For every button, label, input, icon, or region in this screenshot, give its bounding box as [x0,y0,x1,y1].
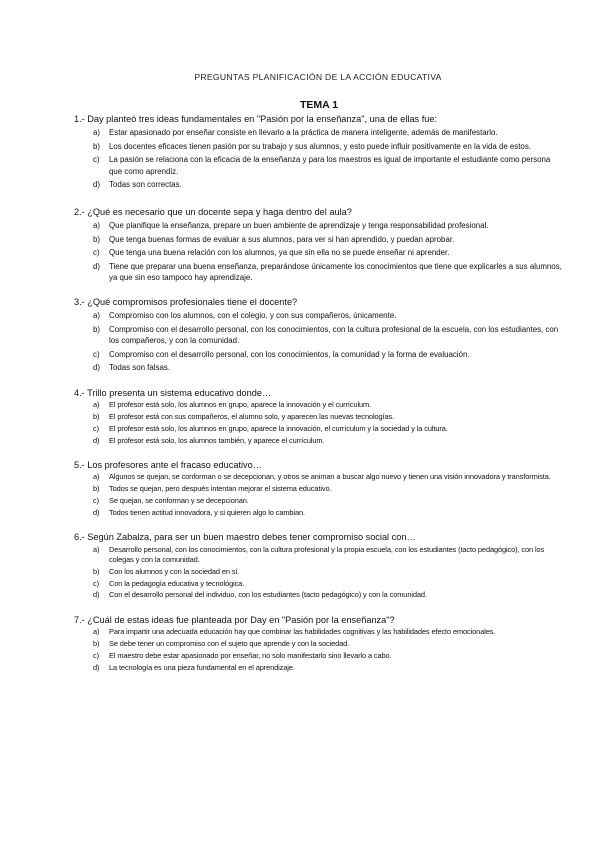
option-text: Desarrollo personal, con los conocimientos, con la cultura profesional y la propia escuela, con los estudiantes (tacto pedagógico), con los colegas y con la comunidad. [109,544,545,565]
option-d [74,362,564,374]
option-text: Estar apasionado por enseñar consiste en llevarlo a la práctica de manera inteligente, además de manifestarlo. [109,128,498,137]
option-text: Todas son falsas. [109,363,170,373]
option-text: Que tenga buenas formas de evaluar a sus alumnos, para ver si han aprendido, y puedan aprobar. [109,234,455,244]
option-list [74,400,564,446]
question-4 [74,387,564,446]
option-text: Con los alumnos y con la sociedad en sí. [109,566,240,576]
option-list [74,310,564,374]
option-letter: c) [93,496,99,506]
option-c [74,349,564,361]
option-letter: c) [93,248,100,258]
option-a [74,545,564,566]
question-text: 4.- Trillo presenta un sistema educativo donde… [74,387,272,398]
option-letter: c) [93,650,99,660]
option-letter: a) [93,310,101,320]
option-text: Que planifique la enseñanza, prepare un buen ambiente de aprendizaje y tenga responsabilidad profesional. [109,220,489,230]
option-a [74,220,564,232]
option-d [74,436,564,446]
question-1 [74,113,564,191]
option-c [74,651,564,661]
option-d [74,179,564,191]
question-list [74,113,564,673]
option-text: La pasión se relaciona con la eficacia de la enseñanza y para los maestros es igual de importante el estudiante como persona que como aprendiz. [109,155,551,176]
option-text: El profesor está solo, los alumnos en grupo, aparece la innovación, el currículum y la sociedad y la cultura. [109,423,448,433]
option-d [74,590,564,600]
question-text: 3.- ¿Qué compromisos profesionales tiene el docente? [74,296,298,307]
option-text: Los docentes eficaces tienen pasión por su trabajo y sus alumnos, y esto puede influir positivamente en la vida de estos. [109,141,531,151]
option-letter: d) [93,363,101,373]
document-title: PREGUNTAS PLANIFICACIÓN DE LA ACCIÓN EDUCATIVA [194,72,442,82]
option-b [74,412,564,422]
option-letter: c) [93,423,99,433]
option-text: El maestro debe estar apasionado por enseñar, no solo manifestarlo sino llevarlo a cabo. [109,650,392,660]
option-letter: d) [93,435,100,445]
option-c [74,424,564,434]
option-list [74,220,564,284]
option-letter: b) [93,141,101,151]
option-letter: d) [93,662,100,672]
option-b [74,484,564,494]
option-text: La tecnología es una pieza fundamental en el aprendizaje. [109,662,295,672]
question-2 [74,206,564,284]
question-6 [74,531,564,601]
option-letter: c) [93,349,100,359]
question-3 [74,296,564,374]
option-letter: a) [93,220,101,230]
option-letter: d) [93,507,100,517]
question-text: 6.- Según Zabalza, para ser un buen maestro debes tener compromiso social con… [74,532,416,543]
option-c [74,496,564,506]
option-letter: b) [93,639,100,649]
option-b [74,567,564,577]
option-d [74,261,564,284]
option-d [74,508,564,518]
option-letter: b) [93,566,100,576]
option-text: Todos se quejan, pero después intentan mejorar el sistema educativo. [109,484,332,494]
option-text: El profesor está solo, los alumnos también, y aparece el currículum. [109,435,325,445]
option-a [74,627,564,637]
question-7 [74,614,564,673]
option-letter: c) [93,155,100,165]
option-text: Se debe tener un compromiso con el sujeto que aprende y con la sociedad. [109,639,350,649]
option-a [74,472,564,482]
option-text: Compromiso con el desarrollo personal, con los conocimientos, con la cultura profesional de la escuela, con los estudiantes, con los compañeros, y con la comunidad. [109,324,559,346]
option-letter: d) [93,180,101,190]
option-c [74,579,564,589]
question-text: 7.- ¿Cuál de estas ideas fue planteada por Day en "Pasión por la enseñanza"? [74,614,395,625]
option-list [74,472,564,518]
option-b [74,234,564,246]
question-text: 2.- ¿Qué es necesario que un docente sepa y haga dentro del aula? [74,206,352,217]
option-text: Todos tienen actitud innovadora, y si quieren algo lo cambian. [109,507,305,517]
option-list [74,627,564,673]
question-text: 1.- Day planteó tres ideas fundamentales en "Pasión por la enseñanza", una de ellas fue: [74,114,438,124]
option-text: El profesor está con sus compañeros, el alumno solo, y aparecen las nuevas tecnologías. [109,412,395,422]
option-b [74,639,564,649]
section-heading: TEMA 1 [299,99,339,111]
option-b [74,324,564,347]
option-letter: a) [93,128,101,137]
option-a [74,127,564,139]
option-d [74,663,564,673]
option-b [74,141,564,153]
option-letter: b) [93,324,101,334]
option-text: Compromiso con el desarrollo personal, con los conocimientos, la comunidad y la forma de evaluación. [109,349,470,359]
option-text: Compromiso con los alumnos, con el colegio, y con sus compañeros, únicamente. [109,310,397,320]
option-text: Tiene que preparar una buena enseñanza, preparándose únicamente los conocimientos que tiene que explicarles a sus alumnos, ya que sin eso tampoco hay aprendizaje. [109,261,562,283]
option-c [74,154,564,177]
option-list [74,545,564,601]
option-letter: b) [93,234,101,244]
option-letter: b) [93,412,100,422]
option-letter: d) [93,590,100,600]
option-letter: c) [93,578,99,588]
question-text: 5.- Los profesores ante el fracaso educativo… [74,460,262,471]
option-letter: a) [93,472,100,482]
option-a [74,400,564,410]
option-letter: a) [93,400,100,410]
option-text: Con el desarrollo personal del individuo, con los estudiantes (tacto pedagógico) y con la comunidad. [109,590,427,600]
question-5 [74,459,564,518]
option-text: Para impartir una adecuada educación hay que combinar las habilidades cognitivas y las habilidades efecto emocionales. [109,627,496,637]
option-letter: d) [93,261,101,271]
option-letter: b) [93,484,100,494]
option-text: El profesor está solo, los alumnos en grupo, aparece la innovación y el currículum. [109,400,372,410]
option-text: Se quejan, se conforman y se decepcionan. [109,496,249,506]
option-text: Todas son correctas. [109,180,182,190]
option-text: Con la pedagogía educativa y tecnológica. [109,578,245,588]
option-letter: a) [93,627,100,637]
option-c [74,247,564,259]
option-letter: a) [93,544,100,554]
option-text: Algunos se quejan, se conforman o se decepcionan, y otros se animan a buscar algo nuevo y tienen una visión innovadora y transformista. [109,472,551,482]
option-text: Que tenga una buena relación con los alumnos, ya que sin ella no se puede enseñar ni aprender. [109,248,450,258]
option-a [74,310,564,322]
option-list [74,127,564,191]
